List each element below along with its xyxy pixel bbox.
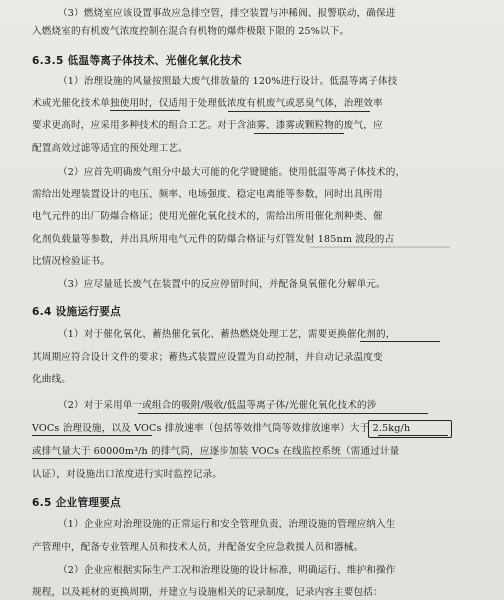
pen-underline xyxy=(254,133,344,134)
pen-underline xyxy=(32,435,152,436)
text-line: 配置高效过滤等适宜的预处理工艺。 xyxy=(32,143,188,154)
text-line: 认证），对设施出口浓度进行实时监控记录。 xyxy=(32,469,223,480)
text-line: （1）企业应对治理设施的正常运行和安全管理负责，治理设施的管理应纳入生 xyxy=(58,519,396,530)
text-line: （2）应首先明确废气组分中最大可能的化学键键能。使用低温等离子体技术的， xyxy=(58,167,406,178)
text-line: 术或光催化技术单独使用时，仅适用于处理低浓度有机废气或恶臭气体，治理效率 xyxy=(32,98,383,109)
text-line: （2）对于采用单一或组合的吸附/吸收/低温等离子体/光催化氧化技术的涉 xyxy=(58,400,377,411)
pen-wavy-underline xyxy=(310,246,450,250)
text-line: 规程，以及耗材的更换周期，并建立与设施相关的记录制度，记录内容主要包括： xyxy=(32,587,383,598)
text-line: 需给出处理装置设计的电压、频率、电场强度、稳定电离能等参数，同时出具所用 xyxy=(32,189,383,200)
text-line: 比情况检验证书。 xyxy=(32,256,110,267)
text-line: （2）企业应根据实际生产工况和治理设施的设计标准，明确运行、维护和操作 xyxy=(58,565,396,576)
pen-wavy-underline xyxy=(230,457,370,461)
text-line: （3）燃烧室应该设置事故应急排空管，排空装置与冲稀阀、报警联动，确保进 xyxy=(58,8,396,19)
text-line: （1）治理设施的风量按照最大废气排放量的 120%进行设计。低温等离子体技 xyxy=(58,76,398,87)
section-heading: 6.5 企业管理要点 xyxy=(32,497,122,509)
pen-underline xyxy=(110,110,180,111)
pen-underline xyxy=(228,111,370,112)
section-heading: 6.4 设施运行要点 xyxy=(32,306,122,318)
text-line: 化曲线。 xyxy=(32,374,71,385)
text-line: 电气元件的出厂防爆合格证；使用光催化氧化技术的，需给出所用催化剂种类、催 xyxy=(32,211,383,222)
pen-underline xyxy=(360,341,440,342)
text-line: VOCs 治理设施，以及 VOCs 排放速率（包括等效排气筒等效排放速率）大于 2.5kg/h xyxy=(32,423,411,434)
text-line: 入燃烧室的有机废气浓度控制在混合有机物的爆炸极限下限的 25%以下。 xyxy=(32,26,350,37)
text-line: 其周期应符合设计文件的要求；蓄热式装置应设置为自动控制，并自动记录温度变 xyxy=(32,352,383,363)
pen-underline xyxy=(138,413,428,414)
text-line: （3）应尽量延长废气在装置中的反应停留时间，并配备臭氧催化分解单元。 xyxy=(58,279,386,290)
pen-box-mark xyxy=(368,420,452,438)
text-line: 或排气量大于 60000m³/h 的排气筒，应逐步加装 VOCs 在线监控系统（需通过计量 xyxy=(32,446,400,457)
pen-underline xyxy=(32,458,212,459)
text-line: （1）对于催化氧化、蓄热催化氧化、蓄热燃烧处理工艺，需要更换催化剂的， xyxy=(58,329,396,340)
section-heading: 6.3.5 低温等离子体技术、光催化氧化技术 xyxy=(32,55,242,67)
text-line: 产管理中，配备专业管理人员和技术人员，并配备安全应急救援人员和器械。 xyxy=(32,542,364,553)
text-line: 要求更高时，应采用多种技术的组合工艺。对于含油雾、漆雾或颗粒物的废气，应 xyxy=(32,120,383,131)
text-line: 化剂负载量等参数，并出具所用电气元件的防爆合格证与灯管发射 185nm 波段的占 xyxy=(32,234,395,245)
